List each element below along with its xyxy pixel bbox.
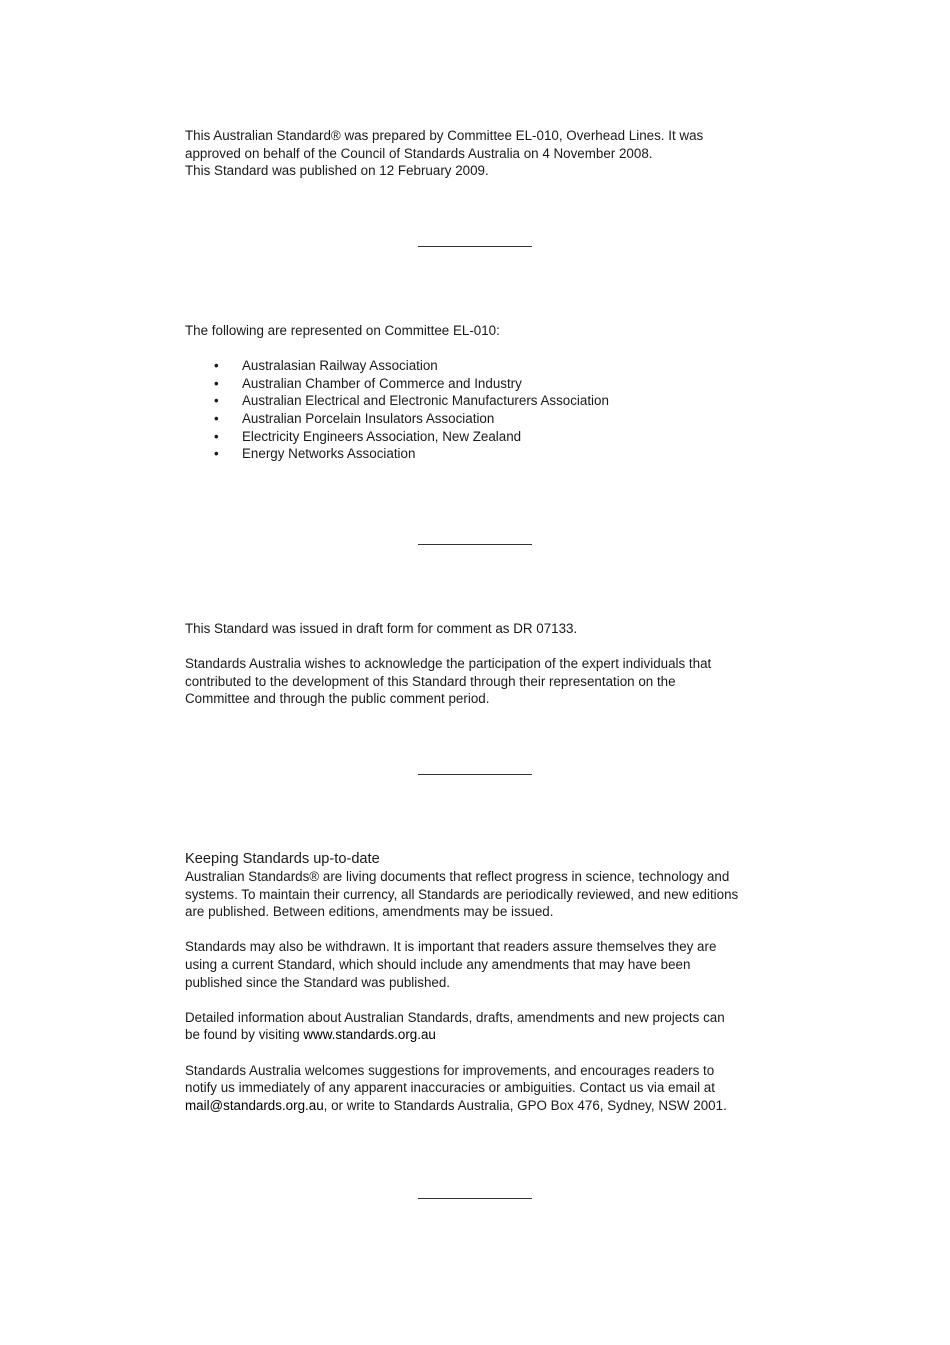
draft-issued-text: This Standard was issued in draft form for comment as DR 07133.	[185, 621, 578, 636]
member-name: Electricity Engineers Association, New Zealand	[242, 428, 522, 444]
bullet-icon: •	[214, 358, 219, 374]
paragraph-2-line-3: published since the Standard was published.	[185, 974, 451, 990]
paragraph-4-line-2: notify us immediately of any apparent inaccuracies or ambiguities. Contact us via email at	[185, 1080, 715, 1096]
paragraph-1-line-3: are published. Between editions, amendments may be issued.	[185, 904, 554, 920]
member-name: Australian Porcelain Insulators Association	[242, 410, 495, 426]
member-name: Australian Chamber of Commerce and Industry	[242, 375, 522, 391]
list-item	[185, 357, 775, 375]
list-item	[185, 428, 775, 446]
preparation-statement	[185, 127, 775, 180]
list-item	[185, 392, 775, 410]
committee-section	[185, 322, 775, 463]
paragraph-3-line-1: Detailed information about Australian Standards, drafts, amendments and new projects can	[185, 1009, 725, 1025]
paragraph-3-text: be found by visiting	[185, 1027, 304, 1043]
paragraph-1-line-2: systems. To maintain their currency, all Standards are periodically reviewed, and new editions	[185, 886, 739, 902]
divider-rule	[418, 1198, 532, 1199]
list-item	[185, 410, 775, 428]
paragraph-2-line-1: Standards may also be withdrawn. It is important that readers assure themselves they are	[185, 939, 717, 955]
section-heading: Keeping Standards up-to-date	[185, 851, 380, 867]
bullet-icon: •	[214, 410, 219, 426]
bullet-icon: •	[214, 446, 219, 462]
prep-line-3: This Standard was published on 12 February 2009.	[185, 163, 489, 179]
divider-rule	[418, 774, 532, 775]
acknowledgement-line-2: contributed to the development of this Standard through their representation on the	[185, 673, 676, 689]
bullet-icon: •	[214, 375, 219, 391]
paragraph-3-line-2	[185, 1026, 775, 1044]
paragraph-2-line-2: using a current Standard, which should include any amendments that may have been	[185, 956, 691, 972]
prep-line-2: approved on behalf of the Council of Standards Australia on 4 November 2008.	[185, 145, 653, 161]
member-name: Energy Networks Association	[242, 446, 416, 462]
email-link[interactable]: mail@standards.org.au	[185, 1097, 324, 1113]
member-name: Australasian Railway Association	[242, 358, 438, 374]
committee-intro: The following are represented on Committee EL-010:	[185, 323, 500, 338]
bullet-icon: •	[214, 393, 219, 409]
paragraph-4-line-1: Standards Australia welcomes suggestions for improvements, and encourages readers to	[185, 1062, 715, 1078]
list-item	[185, 445, 775, 463]
committee-member-list	[185, 357, 775, 463]
member-name: Australian Electrical and Electronic Manufacturers Association	[242, 393, 609, 409]
prep-line-1: This Australian Standard® was prepared by Committee EL-010, Overhead Lines. It was	[185, 128, 704, 143]
draft-section	[185, 620, 775, 708]
divider-rule	[418, 544, 532, 545]
uptodate-section	[185, 850, 775, 1114]
paragraph-1-line-1: Australian Standards® are living documents that reflect progress in science, technology and	[185, 869, 730, 884]
paragraph-4-text: , or write to Standards Australia, GPO Box 476, Sydney, NSW 2001.	[323, 1097, 727, 1113]
divider-rule	[418, 246, 532, 247]
bullet-icon: •	[214, 428, 219, 444]
list-item	[185, 375, 775, 393]
paragraph-4-line-3	[185, 1097, 775, 1115]
website-link[interactable]: www.standards.org.au	[303, 1027, 436, 1043]
acknowledgement-line-3: Committee and through the public comment period.	[185, 691, 490, 707]
acknowledgement-line-1: Standards Australia wishes to acknowledge the participation of the expert individuals that	[185, 656, 712, 672]
